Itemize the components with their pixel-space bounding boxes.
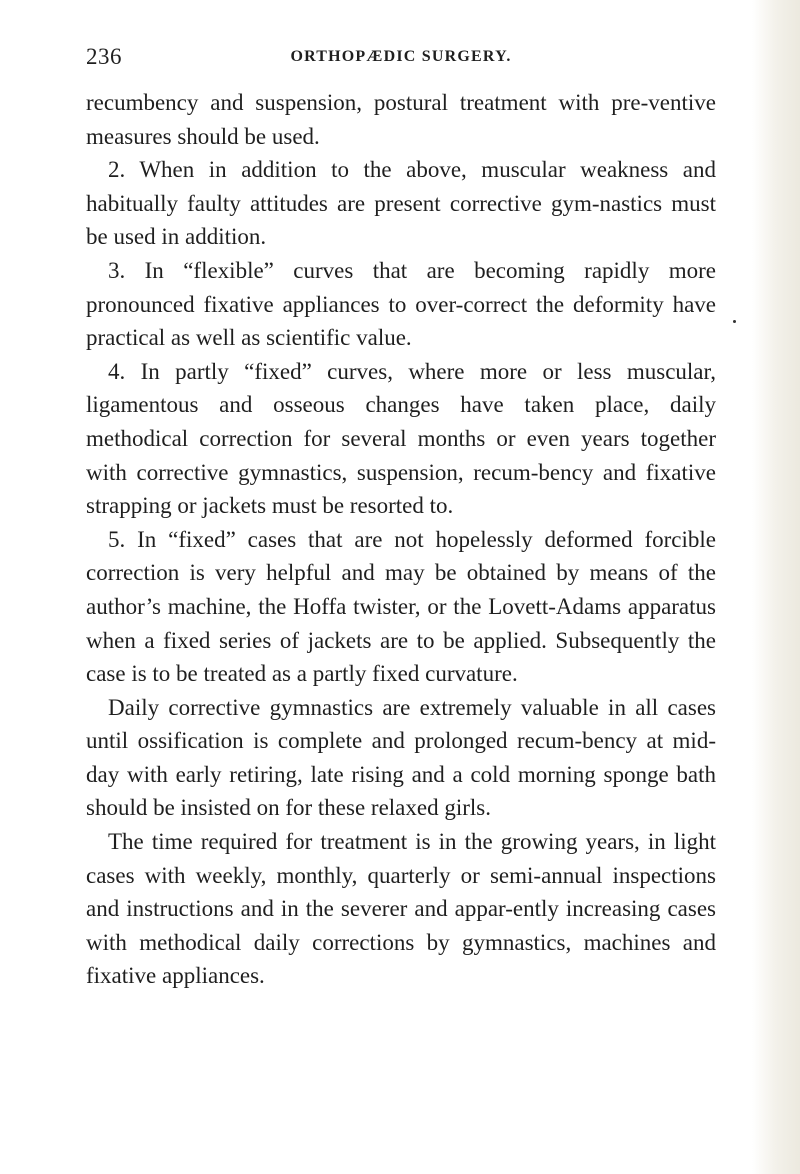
paragraph-treatment-time: The time required for treatment is in the growing years, in light cases with weekly, monthly, quarterly or semi-annual inspections and instructions and in the severer and appar-ently increasing cases with methodical daily corrections by gymnastics, machines and fixative appliances. xyxy=(86,829,716,989)
page-header xyxy=(86,44,716,74)
paragraph-continuation: recumbency and suspension, postural treatment with pre-ventive measures should be used. xyxy=(86,90,716,149)
paragraph-item-4: 4. In partly “fixed” curves, where more or less muscular, ligamentous and osseous changes have taken place, daily methodical correction for several months or even years together with corrective gymnastics, suspension, recum-bency and fixative strapping or jackets must be resorted to. xyxy=(86,358,716,519)
paragraph-item-3: 3. In “flexible” curves that are becoming rapidly more pronounced fixative appliances to over-correct the deformity have practical as well as scientific value. xyxy=(86,257,716,351)
paragraph-item-2: 2. When in addition to the above, muscular weakness and habitually faulty attitudes are present corrective gym-nastics must be used in addition. xyxy=(86,157,716,250)
paragraph-item-5: 5. In “fixed” cases that are not hopelessly deformed forcible correction is very helpful and may be obtained by means of the author’s machine, the Hoffa twister, or the Lovett-Adams apparatus when a fixed series of jackets are to be applied. Subsequently the case is to be treated as a partly fixed curvature. xyxy=(86,526,716,687)
body-text xyxy=(86,86,716,993)
print-speck xyxy=(733,320,736,323)
paragraph-daily-gymnastics: Daily corrective gymnastics are extremely valuable in all cases until ossification is complete and prolonged recum-bency at mid-day with early retiring, late rising and a cold morning sponge bath should be insisted on for these relaxed girls. xyxy=(86,694,716,821)
page-number: 236 xyxy=(86,44,122,69)
running-head: ORTHOPÆDIC SURGERY. xyxy=(290,48,512,65)
